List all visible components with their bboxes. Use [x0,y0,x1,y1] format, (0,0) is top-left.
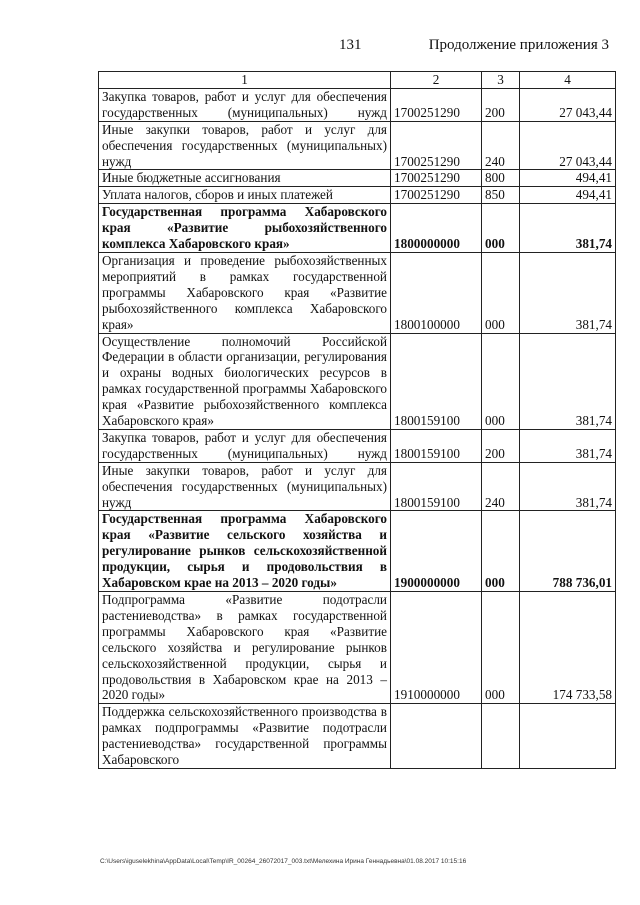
row-type: 200 [482,429,520,462]
row-sum: 788 736,01 [520,511,616,592]
table-row [99,88,616,121]
table-row [99,511,616,592]
row-type: 000 [482,511,520,592]
budget-table [98,71,616,769]
table-row [99,333,616,429]
row-name: Организация и проведение рыбохозяйственных мероприятий в рамках государственной программы Хабаровского края «Развитие рыбохозяйственного комплекса Хабаровского края» [99,252,391,333]
row-type: 240 [482,462,520,511]
row-code: 1800159100 [391,462,482,511]
row-type: 000 [482,592,520,704]
row-type: 800 [482,170,520,187]
table-row [99,187,616,204]
row-code: 1910000000 [391,592,482,704]
row-code: 1800100000 [391,252,482,333]
row-code: 1700251290 [391,88,482,121]
row-sum: 27 043,44 [520,121,616,170]
row-sum: 381,74 [520,204,616,253]
row-sum: 381,74 [520,252,616,333]
table-row [99,429,616,462]
row-sum: 27 043,44 [520,88,616,121]
row-name: Уплата налогов, сборов и иных платежей [99,187,391,204]
row-sum: 494,41 [520,187,616,204]
row-type: 850 [482,187,520,204]
row-code: 1800000000 [391,204,482,253]
row-sum: 381,74 [520,429,616,462]
row-name: Осуществление полномочий Российской Федерации в области организации, регулирования и охраны водных биологических ресурсов в рамках государственной программы Хабаровского края «Развитие рыбохозяйственного комплекса Хабаровского края» [99,333,391,429]
column-header: 4 [520,72,616,89]
row-name: Иные бюджетные ассигнования [99,170,391,187]
table-row [99,592,616,704]
row-type: 200 [482,88,520,121]
row-sum [520,704,616,769]
row-sum: 174 733,58 [520,592,616,704]
table-row [99,252,616,333]
column-header: 2 [391,72,482,89]
row-code: 1700251290 [391,170,482,187]
row-sum: 381,74 [520,333,616,429]
table-row [99,170,616,187]
row-type: 000 [482,252,520,333]
appendix-continuation-label: Продолжение приложения 3 [428,37,609,53]
row-type: 000 [482,204,520,253]
table-row [99,462,616,511]
row-sum: 381,74 [520,462,616,511]
row-code: 1800159100 [391,333,482,429]
column-header: 3 [482,72,520,89]
table-row [99,204,616,253]
row-name: Поддержка сельскохозяйственного производства в рамках подпрограммы «Развитие подотрасли растениеводства» государственной программы Хабаровского [99,704,391,769]
page-number: 131 [339,37,362,53]
row-code: 1900000000 [391,511,482,592]
column-header: 1 [99,72,391,89]
row-code: 1700251290 [391,187,482,204]
table-row [99,121,616,170]
row-name: Закупка товаров, работ и услуг для обеспечения государственных (муниципальных) нужд [99,429,391,462]
row-sum: 494,41 [520,170,616,187]
row-code [391,704,482,769]
row-name: Государственная программа Хабаровского края «Развитие рыбохозяйственного комплекса Хабаровского края» [99,204,391,253]
row-code: 1700251290 [391,121,482,170]
row-type [482,704,520,769]
row-name: Подпрограмма «Развитие подотрасли растениеводства» в рамках государственной программы Хабаровского края «Развитие сельского хозяйства и регулирование рынков сельскохозяйственной продукции, сырья и продовольствия в Хабаровском крае на 2013 – 2020 годы» [99,592,391,704]
table-header-row [99,72,616,89]
row-type: 000 [482,333,520,429]
row-type: 240 [482,121,520,170]
table-row [99,704,616,769]
row-name: Иные закупки товаров, работ и услуг для обеспечения государственных (муниципальных) нужд [99,462,391,511]
row-name: Иные закупки товаров, работ и услуг для обеспечения государственных (муниципальных) нужд [99,121,391,170]
row-name: Государственная программа Хабаровского края «Развитие сельского хозяйства и регулирование рынков сельскохозяйственной продукции, сырья и продовольствия в Хабаровском крае на 2013 – 2020 годы» [99,511,391,592]
row-code: 1800159100 [391,429,482,462]
file-path-footer: C:\Users\iguselekhina\AppData\Local\Temp\IR_00264_26072017_003.txt\Мелехина Ирина Геннадьевна\01.08.2017 10:15:16 [100,858,467,865]
row-name: Закупка товаров, работ и услуг для обеспечения государственных (муниципальных) нужд [99,88,391,121]
